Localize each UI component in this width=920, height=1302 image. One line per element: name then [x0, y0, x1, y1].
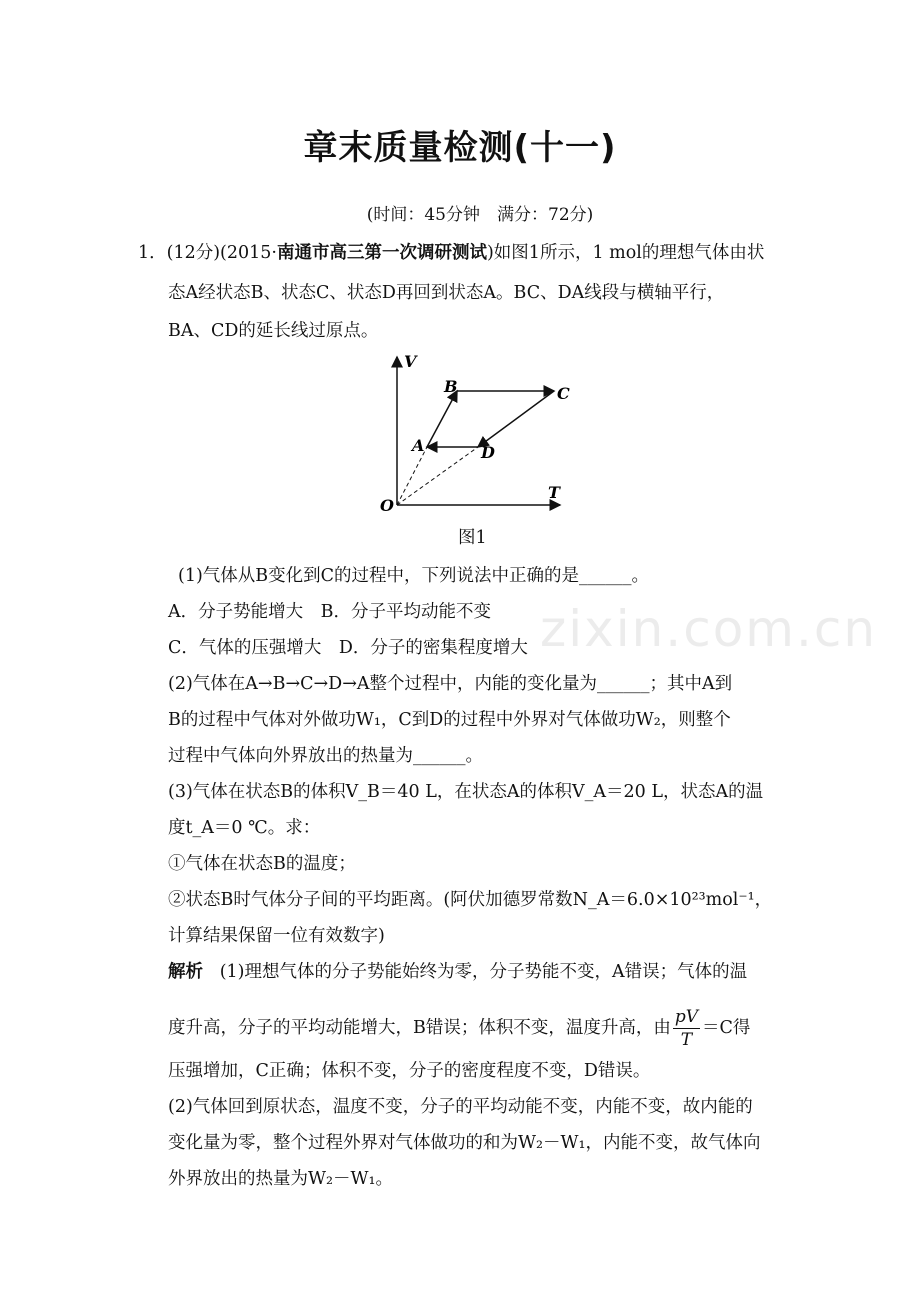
- question-1-line-1: 1．(12分)(2015·南通市高三第一次调研测试)如图1所示，1 mol的理想气体由状: [138, 243, 765, 263]
- solution-line-4: (2)气体回到原状态，温度不变，分子的平均动能不变，内能不变，故内能的: [168, 1097, 753, 1117]
- solution-label: 解析: [168, 962, 203, 982]
- solution-line-3: 压强增加，C正确；体积不变，分子的密度程度不变，D错误。: [168, 1061, 651, 1081]
- solution-line-1: 解析 (1)理想气体的分子势能始终为零，分子势能不变，A错误；气体的温: [168, 962, 748, 982]
- solution-line-2: 度升高，分子的平均动能增大，B错误；体积不变，温度升高，由 $\frac{pV}{T}$ ＝C得: [168, 1007, 751, 1050]
- axis-label-v: V: [404, 352, 417, 371]
- sub-question-3-line-5: 计算结果保留一位有效数字): [168, 926, 385, 946]
- origin-label: O: [380, 496, 394, 515]
- point-label-b: B: [444, 377, 458, 396]
- question-1-line-3: BA、CD的延长线过原点。: [168, 321, 379, 341]
- sub-question-2-line-3: 过程中气体向外界放出的热量为______。: [168, 746, 483, 766]
- ba-extension: [397, 447, 427, 505]
- solution-line-6: 外界放出的热量为W₂－W₁。: [168, 1169, 394, 1189]
- sub-question-1: (1)气体从B变化到C的过程中，下列说法中正确的是______。: [178, 566, 650, 586]
- axis-label-t: T: [548, 483, 560, 502]
- point-label-d: D: [481, 443, 495, 462]
- options-c-d: C．气体的压强增大 D．分子的密集程度增大: [168, 638, 528, 658]
- page-title: 章末质量检测(十一): [303, 128, 617, 168]
- segment-ab: [427, 391, 457, 447]
- options-a-b: A．分子势能增大 B．分子平均动能不变: [168, 602, 491, 622]
- solution-line-5: 变化量为零，整个过程外界对气体做功的和为W₂－W₁，内能不变，故气体向: [168, 1133, 761, 1153]
- sub-question-3-line-3: ①气体在状态B的温度；: [168, 854, 356, 874]
- sub-question-2-line-2: B的过程中气体对外做功W₁，C到D的过程中外界对气体做功W₂，则整个: [168, 710, 731, 730]
- watermark: zixin.com.cn: [540, 600, 878, 658]
- time-info: (时间：45分钟 满分：72分): [366, 205, 594, 225]
- figure-1-diagram: [370, 345, 580, 520]
- sub-question-3-line-1: (3)气体在状态B的体积V_B＝40 L，在状态A的体积V_A＝20 L，状态A的温: [168, 782, 764, 802]
- sub-question-3-line-4: ②状态B时气体分子间的平均距离。(阿伏加德罗常数N_A＝6.0×10²³mol⁻¹，: [168, 890, 773, 910]
- point-label-a: A: [412, 436, 425, 455]
- formula-fraction: $\frac{pV}{T}$: [674, 1007, 699, 1050]
- figure-caption: 图1: [458, 528, 487, 548]
- question-1-line-2: 态A经状态B、状态C、状态D再回到状态A。BC、DA线段与横轴平行，: [168, 283, 725, 303]
- cd-extension: [397, 447, 478, 505]
- sub-question-3-line-2: 度t_A＝0 ℃。求：: [168, 818, 321, 838]
- segment-cd: [478, 391, 554, 447]
- point-label-c: C: [557, 384, 570, 403]
- sub-question-2-line-1: (2)气体在A→B→C→D→A整个过程中，内能的变化量为______；其中A到: [168, 674, 733, 694]
